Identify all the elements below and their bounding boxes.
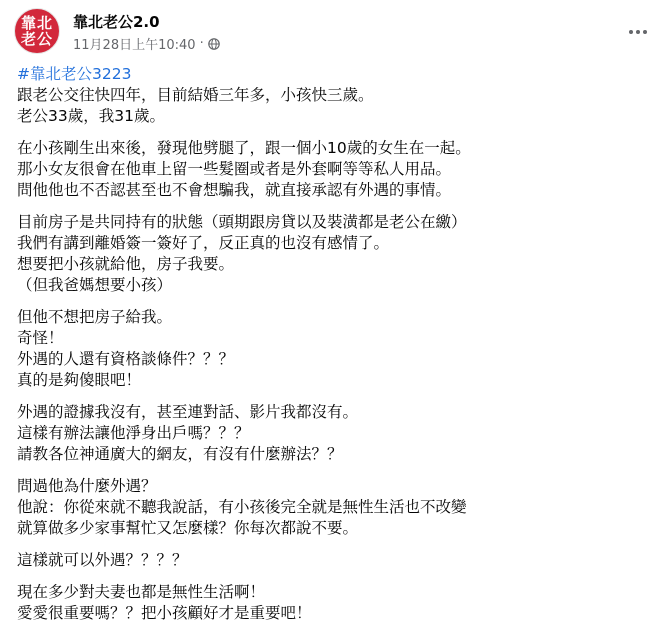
globe-icon <box>208 38 220 50</box>
post-paragraph <box>17 402 654 465</box>
post-paragraph <box>17 582 654 624</box>
post-paragraph <box>17 138 654 201</box>
avatar-text-top: 靠北 <box>20 14 53 32</box>
post-text-line: 請教各位神通廣大的網友，有沒有什麼辦法？？ <box>17 445 343 463</box>
post-text-line: 他說：你從來就不聽我說話，有小孩後完全就是無性生活也不改變 <box>17 498 467 516</box>
hashtag-link[interactable]: #靠北老公3223 <box>17 65 132 83</box>
post-timestamp[interactable]: 11月28日上午10:40 <box>73 38 196 53</box>
more-options-icon[interactable] <box>626 22 650 42</box>
post-meta <box>73 34 220 53</box>
post-text-line: 但他不想把房子給我。 <box>17 308 173 326</box>
post-paragraph <box>17 307 654 391</box>
post-text-line: 想要把小孩就給他，房子我要。 <box>17 255 235 273</box>
post-text-line: 老公33歲，我31歲。 <box>17 107 165 125</box>
post-text-line: 這樣就可以外遇？？？？ <box>17 551 188 569</box>
post-text-line: 外遇的證據我沒有，甚至連對話、影片我都沒有。 <box>17 403 359 421</box>
post-text-line: 現在多少對夫妻也都是無性生活啊！ <box>17 583 266 601</box>
post-body <box>17 85 654 624</box>
post-text-line: 愛愛很重要嗎？？把小孩顧好才是重要吧！ <box>17 604 312 622</box>
post-text-line: 問過他為什麼外遇？ <box>17 477 157 495</box>
post-text-line: 這樣有辦法讓他淨身出戶嗎？？？ <box>17 424 250 442</box>
avatar-text-bottom: 老公 <box>20 30 53 48</box>
post-content <box>17 64 654 635</box>
post-paragraph <box>17 85 654 127</box>
post-paragraph <box>17 550 654 571</box>
meta-separator: · <box>199 36 204 51</box>
post-header <box>14 8 664 60</box>
page-avatar[interactable] <box>14 8 60 54</box>
post-text-line: 真的是夠傻眼吧！ <box>17 371 142 389</box>
post-text-line: 奇怪！ <box>17 329 64 347</box>
post-text-line: 跟老公交往快四年，目前結婚三年多，小孩快三歲。 <box>17 86 374 104</box>
post-text-line: 目前房子是共同持有的狀態（頭期跟房貸以及裝潢都是老公在繳） <box>17 213 467 231</box>
post-text-line: （但我爸媽想要小孩） <box>17 276 173 294</box>
post-paragraph <box>17 212 654 296</box>
post-text-line: 問他他也不否認甚至也不會想騙我，就直接承認有外遇的事情。 <box>17 181 452 199</box>
post-text-line: 在小孩剛生出來後，發現他劈腿了，跟一個小10歲的女生在一起。 <box>17 139 471 157</box>
post-text-line: 那小女友很會在他車上留一些髮圈或者是外套啊等等私人用品。 <box>17 160 452 178</box>
page-name[interactable]: 靠北老公2.0 <box>73 13 160 31</box>
post-text-line: 外遇的人還有資格談條件？？？ <box>17 350 235 368</box>
post-paragraph <box>17 476 654 539</box>
post-text-line: 就算做多少家事幫忙又怎麼樣？你每次都說不要。 <box>17 519 359 537</box>
post-text-line: 我們有講到離婚簽一簽好了，反正真的也沒有感情了。 <box>17 234 390 252</box>
